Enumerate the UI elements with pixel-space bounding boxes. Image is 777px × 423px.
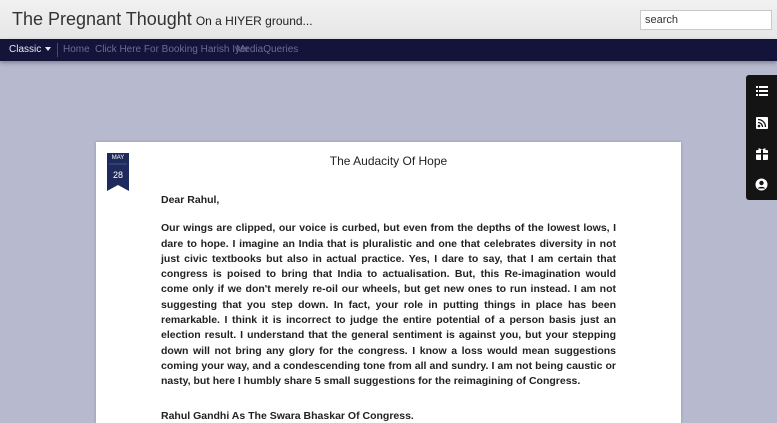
nav-link-mediaqueries[interactable]: MediaQueries bbox=[236, 44, 299, 55]
post-card bbox=[96, 142, 681, 423]
blog-description: On a HIYER ground... bbox=[195, 14, 313, 28]
list-icon bbox=[756, 86, 768, 96]
post-title[interactable]: The Audacity Of Hope bbox=[329, 154, 448, 168]
blog-header bbox=[0, 0, 777, 39]
blog-title-text[interactable]: The Pregnant Thought bbox=[12, 9, 192, 29]
side-button-rss[interactable] bbox=[746, 107, 777, 138]
nav-link-booking[interactable]: Click Here For Booking Harish Iyer bbox=[95, 44, 249, 55]
date-month: MAY bbox=[111, 155, 125, 161]
top-navbar bbox=[0, 39, 777, 61]
side-button-gift[interactable] bbox=[746, 138, 777, 169]
post-body bbox=[161, 193, 616, 423]
nav-link-home[interactable]: Home bbox=[63, 44, 90, 55]
view-dropdown-label: Classic bbox=[9, 44, 42, 55]
gift-icon bbox=[756, 147, 768, 160]
side-panel bbox=[746, 75, 777, 200]
post-paragraph: Our wings are clipped, our voice is curbed, but even from the depths of the lowest lows, I dare to hope. I imagine an India that is pluralistic and one that celebrates diversity in not just civic textbooks but also in actual practice. Yes, I dare to say, that I am certain that congress is poised to bring that India to actualisation. But, this Re-imagination would come only if we don't merely re-oil our wheels, but get new ones to run instead. I am not suggesting that you step down. In fact, your role in putting things in place has been remarkable. I think it is incorrect to judge the entire potential of a person basis just an election result. I understand that the general sentiment is against you, but your stepping down will not bring any glory for the congress. I know a loss would mean suggestions coming your way, and a condescending tone from all and sundry. I am not being caustic or nasty, but here I humbly share 5 small suggestions for the reimagining of Congress. bbox=[161, 222, 616, 388]
caret-down-icon bbox=[45, 47, 51, 51]
post-greeting: Dear Rahul, bbox=[161, 194, 220, 206]
nav-divider bbox=[57, 43, 58, 57]
view-dropdown[interactable] bbox=[9, 44, 51, 55]
post-subheading: Rahul Gandhi As The Swara Bhaskar Of Congress. bbox=[161, 409, 414, 422]
search-input[interactable] bbox=[640, 10, 772, 30]
date-day: 28 bbox=[112, 170, 123, 180]
side-button-list[interactable] bbox=[746, 75, 777, 106]
rss-icon bbox=[756, 117, 768, 129]
profile-icon bbox=[755, 178, 768, 191]
blog-title[interactable] bbox=[12, 9, 313, 30]
side-button-profile[interactable] bbox=[746, 169, 777, 200]
